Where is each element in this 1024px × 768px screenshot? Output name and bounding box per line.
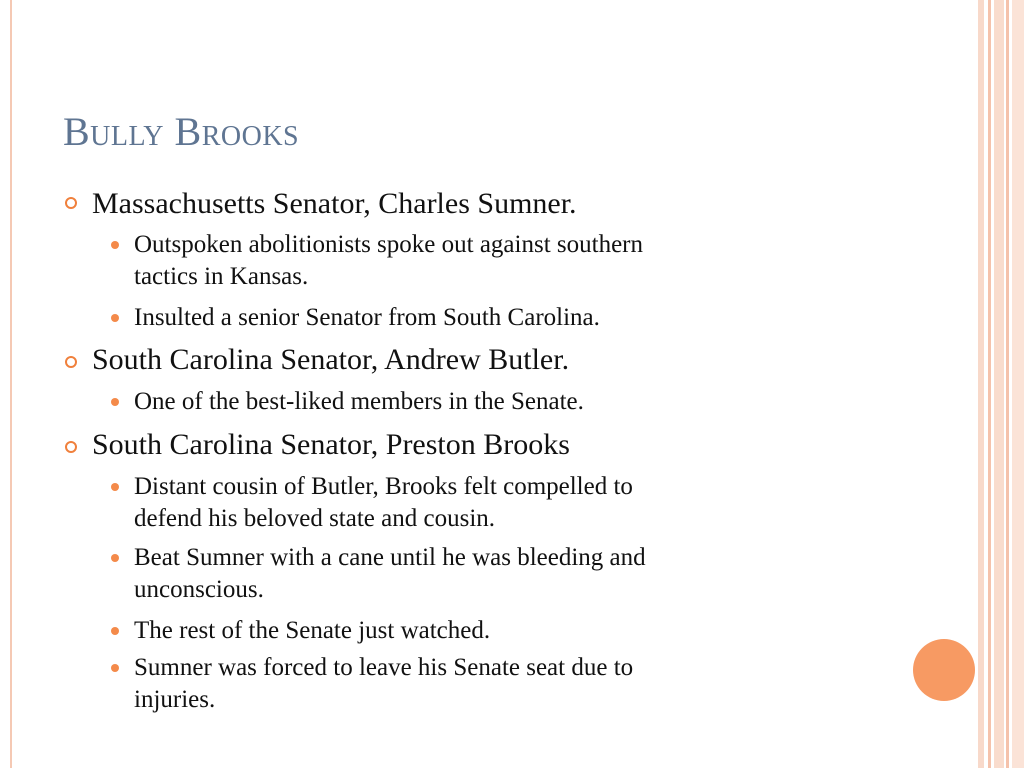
level2-bullet-icon: [111, 398, 119, 406]
level2-bullet-icon: [111, 664, 119, 672]
sub-bullet-point: Sumner was forced to leave his Senate seat due to: [134, 654, 634, 681]
level1-bullet-icon: [65, 356, 77, 368]
sub-bullet-point: injuries.: [134, 686, 216, 713]
bullet-point: South Carolina Senator, Preston Brooks: [92, 428, 570, 461]
sub-bullet-point: defend his beloved state and cousin.: [134, 505, 496, 532]
sub-bullet-point: Insulted a senior Senator from South Carolina.: [134, 304, 600, 331]
sub-bullet-point: One of the best-liked members in the Senate.: [134, 388, 584, 415]
level2-bullet-icon: [111, 627, 119, 635]
sub-bullet-point: unconscious.: [134, 576, 264, 603]
sub-bullet-point: tactics in Kansas.: [134, 263, 309, 290]
sub-bullet-point: Beat Sumner with a cane until he was bleeding and: [134, 544, 646, 571]
level1-bullet-icon: [65, 197, 77, 209]
level2-bullet-icon: [111, 554, 119, 562]
slide-title: Bully Brooks: [63, 109, 300, 154]
level2-bullet-icon: [111, 483, 119, 491]
bullet-point: South Carolina Senator, Andrew Butler.: [92, 343, 570, 376]
level2-bullet-icon: [111, 314, 119, 322]
level2-bullet-icon: [111, 241, 119, 249]
sub-bullet-point: The rest of the Senate just watched.: [134, 617, 491, 644]
bullet-point: Massachusetts Senator, Charles Sumner.: [92, 187, 577, 220]
sub-bullet-point: Outspoken abolitionists spoke out against southern: [134, 231, 643, 258]
level1-bullet-icon: [65, 441, 77, 453]
sub-bullet-point: Distant cousin of Butler, Brooks felt compelled to: [134, 473, 633, 500]
